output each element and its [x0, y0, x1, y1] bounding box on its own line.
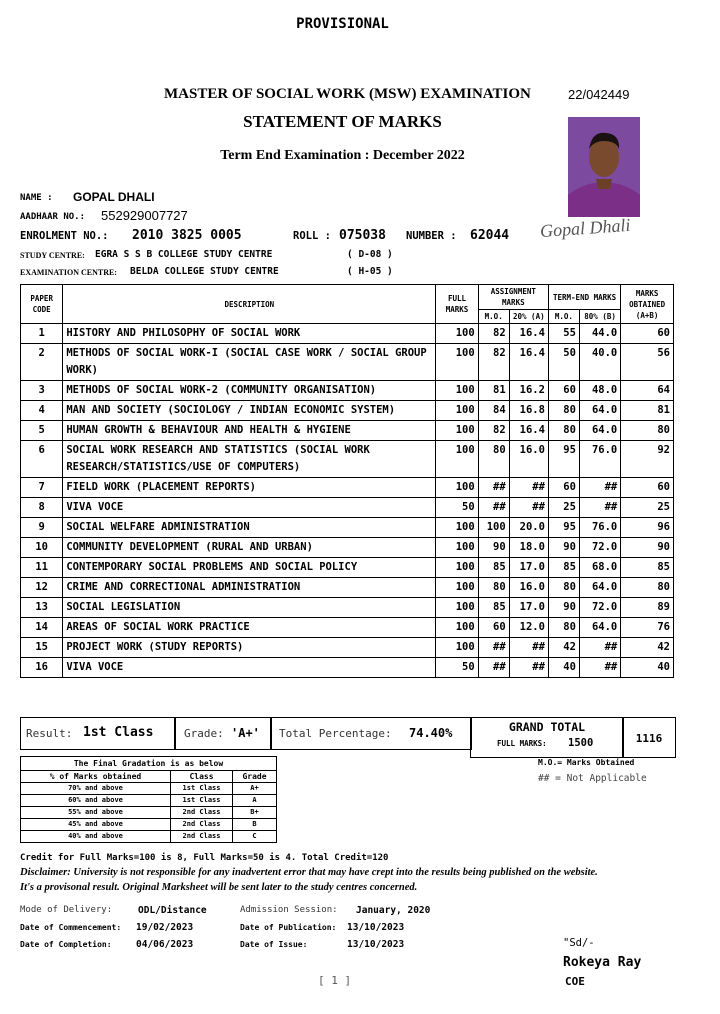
assignment-20-cell: 18.0: [509, 538, 548, 558]
term-end-mo-cell: 55: [548, 324, 579, 344]
term-end-80-cell: 48.0: [579, 381, 620, 401]
sd-mark: "Sd/-: [563, 937, 595, 949]
table-row: [21, 498, 674, 518]
full-marks-cell: 100: [436, 518, 478, 538]
gradation-grade-cell: C: [233, 831, 277, 843]
term-title: Term End Examination : December 2022: [220, 148, 465, 163]
study-centre-code: ( D-08 ): [347, 249, 393, 260]
assignment-20-cell: ##: [509, 658, 548, 678]
provisional-heading: PROVISIONAL: [296, 16, 389, 32]
gradation-class-cell: 2nd Class: [171, 831, 233, 843]
gradation-grade-cell: A+: [233, 783, 277, 795]
exam-centre-code: ( H-05 ): [347, 266, 393, 277]
gradation-class-cell: 1st Class: [171, 795, 233, 807]
marks-obtained-cell: 81: [621, 401, 674, 421]
assignment-20-cell: 16.8: [509, 401, 548, 421]
enrolment-label: ENROLMENT NO.:: [20, 230, 109, 242]
header-full-marks: FULL MARKS: [436, 285, 478, 324]
paper-code-cell: 8: [21, 498, 63, 518]
delivery-label: Mode of Delivery:: [20, 905, 113, 915]
gradation-class-cell: 2nd Class: [171, 819, 233, 831]
full-marks-cell: 100: [436, 578, 478, 598]
assignment-20-cell: ##: [509, 498, 548, 518]
grade-value: 'A+': [231, 726, 260, 740]
marks-obtained-cell: 40: [621, 658, 674, 678]
result-label: Result:: [26, 727, 73, 740]
table-row: [21, 598, 674, 618]
completion-value: 04/06/2023: [136, 939, 194, 950]
assignment-20-cell: ##: [509, 478, 548, 498]
legend-not-applicable: ## = Not Applicable: [538, 773, 647, 784]
full-marks-label: FULL MARKS:: [497, 739, 547, 748]
disclaimer-line-1: Disclaimer: University is not responsible for any inadvertent error that may have crept into the results being published on the website.: [20, 867, 598, 878]
term-end-mo-cell: 85: [548, 558, 579, 578]
marks-obtained-cell: 25: [621, 498, 674, 518]
aadhaar-label: AADHAAR NO.:: [20, 212, 86, 222]
table-row: [21, 324, 674, 344]
gradation-percent-cell: 70% and above: [21, 783, 171, 795]
full-marks-cell: 100: [436, 381, 478, 401]
header-marks-obtained: MARKS OBTAINED (A+B): [621, 285, 674, 324]
paper-code-cell: 15: [21, 638, 63, 658]
gradation-grade-cell: A: [233, 795, 277, 807]
header-paper-code: PAPER CODE: [21, 285, 63, 324]
gradation-grade-cell: B+: [233, 807, 277, 819]
paper-code-cell: 6: [21, 441, 63, 478]
header-description: DESCRIPTION: [63, 285, 436, 324]
term-end-80-cell: 76.0: [579, 518, 620, 538]
assignment-mo-cell: 82: [478, 421, 509, 441]
assignment-mo-cell: 90: [478, 538, 509, 558]
paper-code-cell: 4: [21, 401, 63, 421]
assignment-mo-cell: 85: [478, 598, 509, 618]
marks-obtained-cell: 90: [621, 538, 674, 558]
full-marks-cell: 100: [436, 558, 478, 578]
term-end-mo-cell: 80: [548, 401, 579, 421]
description-cell: HUMAN GROWTH & BEHAVIOUR AND HEALTH & HYGIENE: [63, 421, 436, 441]
full-marks-value: 1500: [568, 737, 594, 749]
table-row: [21, 618, 674, 638]
description-cell: VIVA VOCE: [63, 658, 436, 678]
term-end-80-cell: 72.0: [579, 598, 620, 618]
student-name: GOPAL DHALI: [73, 190, 155, 204]
term-end-mo-cell: 95: [548, 518, 579, 538]
aadhaar-number: 552929007727: [101, 208, 188, 223]
term-end-mo-cell: 60: [548, 381, 579, 401]
issue-label: Date of Issue:: [240, 940, 308, 949]
result-value: 1st Class: [83, 725, 154, 740]
full-marks-cell: 100: [436, 598, 478, 618]
description-cell: MAN AND SOCIETY (SOCIOLOGY / INDIAN ECONOMIC SYSTEM): [63, 401, 436, 421]
table-row: [21, 344, 674, 381]
description-cell: PROJECT WORK (STUDY REPORTS): [63, 638, 436, 658]
assignment-mo-cell: ##: [478, 658, 509, 678]
full-marks-cell: 100: [436, 618, 478, 638]
description-cell: SOCIAL WORK RESEARCH AND STATISTICS (SOCIAL WORK RESEARCH/STATISTICS/USE OF COMPUTERS): [63, 441, 436, 478]
header-assignment-marks: ASSIGNMENT MARKS: [478, 285, 548, 310]
marks-obtained-cell: 60: [621, 478, 674, 498]
paper-code-cell: 11: [21, 558, 63, 578]
credit-note: Credit for Full Marks=100 is 8, Full Marks=50 is 4. Total Credit=120: [20, 853, 389, 863]
assignment-mo-cell: ##: [478, 498, 509, 518]
paper-code-cell: 13: [21, 598, 63, 618]
exam-centre-label: EXAMINATION CENTRE:: [20, 268, 117, 277]
full-marks-cell: 100: [436, 538, 478, 558]
full-marks-cell: 100: [436, 344, 478, 381]
marks-obtained-cell: 89: [621, 598, 674, 618]
assignment-20-cell: ##: [509, 638, 548, 658]
marks-table: [20, 284, 674, 678]
paper-code-cell: 5: [21, 421, 63, 441]
gradation-body: [21, 783, 277, 843]
gradation-percent-cell: 40% and above: [21, 831, 171, 843]
term-end-mo-cell: 90: [548, 598, 579, 618]
gradation-row: [21, 819, 277, 831]
term-end-80-cell: ##: [579, 638, 620, 658]
assignment-20-cell: 16.4: [509, 344, 548, 381]
description-cell: METHODS OF SOCIAL WORK-2 (COMMUNITY ORGANISATION): [63, 381, 436, 401]
grand-total-value-box: [622, 717, 676, 758]
result-box: [20, 717, 176, 750]
description-cell: COMMUNITY DEVELOPMENT (RURAL AND URBAN): [63, 538, 436, 558]
term-end-mo-cell: 40: [548, 658, 579, 678]
full-marks-cell: 100: [436, 478, 478, 498]
full-marks-cell: 100: [436, 441, 478, 478]
gradation-percent-cell: 60% and above: [21, 795, 171, 807]
assignment-20-cell: 16.0: [509, 578, 548, 598]
gradation-percent-cell: 45% and above: [21, 819, 171, 831]
term-end-80-cell: 64.0: [579, 421, 620, 441]
header-term-end-80: 80% (B): [579, 310, 620, 324]
number-value: 62044: [470, 228, 510, 243]
term-end-80-cell: 76.0: [579, 441, 620, 478]
table-row: [21, 421, 674, 441]
table-row: [21, 401, 674, 421]
assignment-mo-cell: ##: [478, 478, 509, 498]
term-end-mo-cell: 42: [548, 638, 579, 658]
gradation-header-class: Class: [171, 771, 233, 783]
full-marks-cell: 100: [436, 421, 478, 441]
grand-total-box: [470, 717, 624, 758]
assignment-20-cell: 16.4: [509, 324, 548, 344]
completion-label: Date of Completion:: [20, 940, 112, 949]
commencement-value: 19/02/2023: [136, 922, 194, 933]
assignment-20-cell: 17.0: [509, 598, 548, 618]
term-end-mo-cell: 90: [548, 538, 579, 558]
student-photo: [568, 117, 640, 217]
table-row: [21, 638, 674, 658]
assignment-20-cell: 12.0: [509, 618, 548, 638]
assignment-mo-cell: 100: [478, 518, 509, 538]
commencement-label: Date of Commencement:: [20, 923, 122, 932]
assignment-mo-cell: 82: [478, 324, 509, 344]
gradation-row: [21, 795, 277, 807]
term-end-80-cell: 64.0: [579, 618, 620, 638]
gradation-title: The Final Gradation is as below: [21, 757, 277, 771]
term-end-80-cell: 72.0: [579, 538, 620, 558]
assignment-mo-cell: 82: [478, 344, 509, 381]
assignment-20-cell: 16.2: [509, 381, 548, 401]
marks-obtained-cell: 76: [621, 618, 674, 638]
marks-obtained-cell: 92: [621, 441, 674, 478]
term-end-mo-cell: 95: [548, 441, 579, 478]
gradation-row: [21, 807, 277, 819]
description-cell: SOCIAL LEGISLATION: [63, 598, 436, 618]
issue-value: 13/10/2023: [347, 939, 405, 950]
publication-value: 13/10/2023: [347, 922, 405, 933]
enrolment-number: 2010 3825 0005: [132, 228, 242, 243]
name-label: NAME :: [20, 193, 53, 203]
publication-label: Date of Publication:: [240, 923, 337, 932]
description-cell: CRIME AND CORRECTIONAL ADMINISTRATION: [63, 578, 436, 598]
assignment-mo-cell: 60: [478, 618, 509, 638]
marks-table-body: [21, 324, 674, 678]
gradation-grade-cell: B: [233, 819, 277, 831]
grand-total-label: GRAND TOTAL: [508, 720, 586, 734]
description-cell: HISTORY AND PHILOSOPHY OF SOCIAL WORK: [63, 324, 436, 344]
paper-code-cell: 10: [21, 538, 63, 558]
assignment-mo-cell: ##: [478, 638, 509, 658]
full-marks-cell: 100: [436, 401, 478, 421]
full-marks-cell: 100: [436, 638, 478, 658]
marks-obtained-cell: 42: [621, 638, 674, 658]
term-end-mo-cell: 80: [548, 618, 579, 638]
exam-centre: BELDA COLLEGE STUDY CENTRE: [130, 266, 279, 277]
gradation-table: [20, 756, 277, 843]
paper-code-cell: 7: [21, 478, 63, 498]
delivery-value: ODL/Distance: [138, 905, 207, 916]
description-cell: SOCIAL WELFARE ADMINISTRATION: [63, 518, 436, 538]
grade-label: Grade:: [184, 727, 224, 740]
description-cell: CONTEMPORARY SOCIAL PROBLEMS AND SOCIAL POLICY: [63, 558, 436, 578]
table-row: [21, 478, 674, 498]
roll-label: ROLL :: [293, 230, 331, 242]
term-end-80-cell: ##: [579, 658, 620, 678]
exam-title: MASTER OF SOCIAL WORK (MSW) EXAMINATION: [164, 86, 531, 102]
legend-marks-obtained: M.O.= Marks Obtained: [538, 758, 635, 767]
signatory-designation: COE: [565, 975, 585, 988]
gradation-class-cell: 1st Class: [171, 783, 233, 795]
marks-obtained-cell: 85: [621, 558, 674, 578]
paper-code-cell: 3: [21, 381, 63, 401]
assignment-mo-cell: 80: [478, 441, 509, 478]
term-end-80-cell: ##: [579, 498, 620, 518]
gradation-class-cell: 2nd Class: [171, 807, 233, 819]
description-cell: VIVA VOCE: [63, 498, 436, 518]
description-cell: METHODS OF SOCIAL WORK-I (SOCIAL CASE WORK / SOCIAL GROUP WORK): [63, 344, 436, 381]
paper-code-cell: 12: [21, 578, 63, 598]
term-end-80-cell: 64.0: [579, 401, 620, 421]
term-end-80-cell: 44.0: [579, 324, 620, 344]
table-row: [21, 381, 674, 401]
study-centre: EGRA S S B COLLEGE STUDY CENTRE: [95, 249, 273, 260]
paper-code-cell: 9: [21, 518, 63, 538]
description-cell: AREAS OF SOCIAL WORK PRACTICE: [63, 618, 436, 638]
assignment-20-cell: 16.4: [509, 421, 548, 441]
table-row: [21, 578, 674, 598]
assignment-20-cell: 17.0: [509, 558, 548, 578]
full-marks-cell: 50: [436, 658, 478, 678]
term-end-80-cell: 68.0: [579, 558, 620, 578]
table-row: [21, 658, 674, 678]
table-row: [21, 518, 674, 538]
gradation-header-percent: % of Marks obtained: [21, 771, 171, 783]
term-end-mo-cell: 80: [548, 578, 579, 598]
paper-code-cell: 14: [21, 618, 63, 638]
page-number: [ 1 ]: [318, 974, 352, 987]
gradation-row: [21, 831, 277, 843]
assignment-mo-cell: 80: [478, 578, 509, 598]
number-label: NUMBER :: [406, 230, 457, 242]
gradation-header-grade: Grade: [233, 771, 277, 783]
term-end-80-cell: ##: [579, 478, 620, 498]
term-end-mo-cell: 25: [548, 498, 579, 518]
grand-total-value: 1116: [635, 732, 663, 745]
assignment-20-cell: 20.0: [509, 518, 548, 538]
paper-code-cell: 2: [21, 344, 63, 381]
header-term-end-mo: M.O.: [548, 310, 579, 324]
percentage-value: 74.40%: [409, 726, 453, 740]
session-value: January, 2020: [356, 905, 431, 916]
table-row: [21, 441, 674, 478]
session-label: Admission Session:: [240, 905, 338, 915]
header-assignment-mo: M.O.: [478, 310, 509, 324]
full-marks-cell: 50: [436, 498, 478, 518]
full-marks-cell: 100: [436, 324, 478, 344]
term-end-mo-cell: 50: [548, 344, 579, 381]
header-assignment-20: 20% (A): [509, 310, 548, 324]
marks-obtained-cell: 80: [621, 421, 674, 441]
assignment-mo-cell: 85: [478, 558, 509, 578]
disclaimer-line-2: It's a provisonal result. Original Marksheet will be sent later to the study centres concerned.: [20, 882, 418, 893]
term-end-mo-cell: 80: [548, 421, 579, 441]
term-end-mo-cell: 60: [548, 478, 579, 498]
marks-obtained-cell: 64: [621, 381, 674, 401]
marks-obtained-cell: 60: [621, 324, 674, 344]
registration-number: 22/042449: [568, 87, 630, 102]
term-end-80-cell: 64.0: [579, 578, 620, 598]
marks-obtained-cell: 96: [621, 518, 674, 538]
term-end-80-cell: 40.0: [579, 344, 620, 381]
percentage-box: [270, 717, 472, 750]
marks-obtained-cell: 56: [621, 344, 674, 381]
marks-obtained-cell: 80: [621, 578, 674, 598]
percentage-label: Total Percentage:: [279, 727, 392, 740]
assignment-mo-cell: 81: [478, 381, 509, 401]
signatory-name: Rokeya Ray: [563, 955, 642, 970]
paper-code-cell: 16: [21, 658, 63, 678]
assignment-mo-cell: 84: [478, 401, 509, 421]
table-row: [21, 538, 674, 558]
description-cell: FIELD WORK (PLACEMENT REPORTS): [63, 478, 436, 498]
gradation-percent-cell: 55% and above: [21, 807, 171, 819]
gradation-row: [21, 783, 277, 795]
study-centre-label: STUDY CENTRE:: [20, 251, 85, 260]
table-row: [21, 558, 674, 578]
assignment-20-cell: 16.0: [509, 441, 548, 478]
student-signature: Gopal Dhali: [539, 214, 632, 242]
header-term-end-marks: TERM-END MARKS: [548, 285, 620, 310]
paper-code-cell: 1: [21, 324, 63, 344]
grade-box: [174, 717, 272, 750]
roll-number: 075038: [339, 228, 386, 243]
statement-title: STATEMENT OF MARKS: [243, 112, 442, 131]
